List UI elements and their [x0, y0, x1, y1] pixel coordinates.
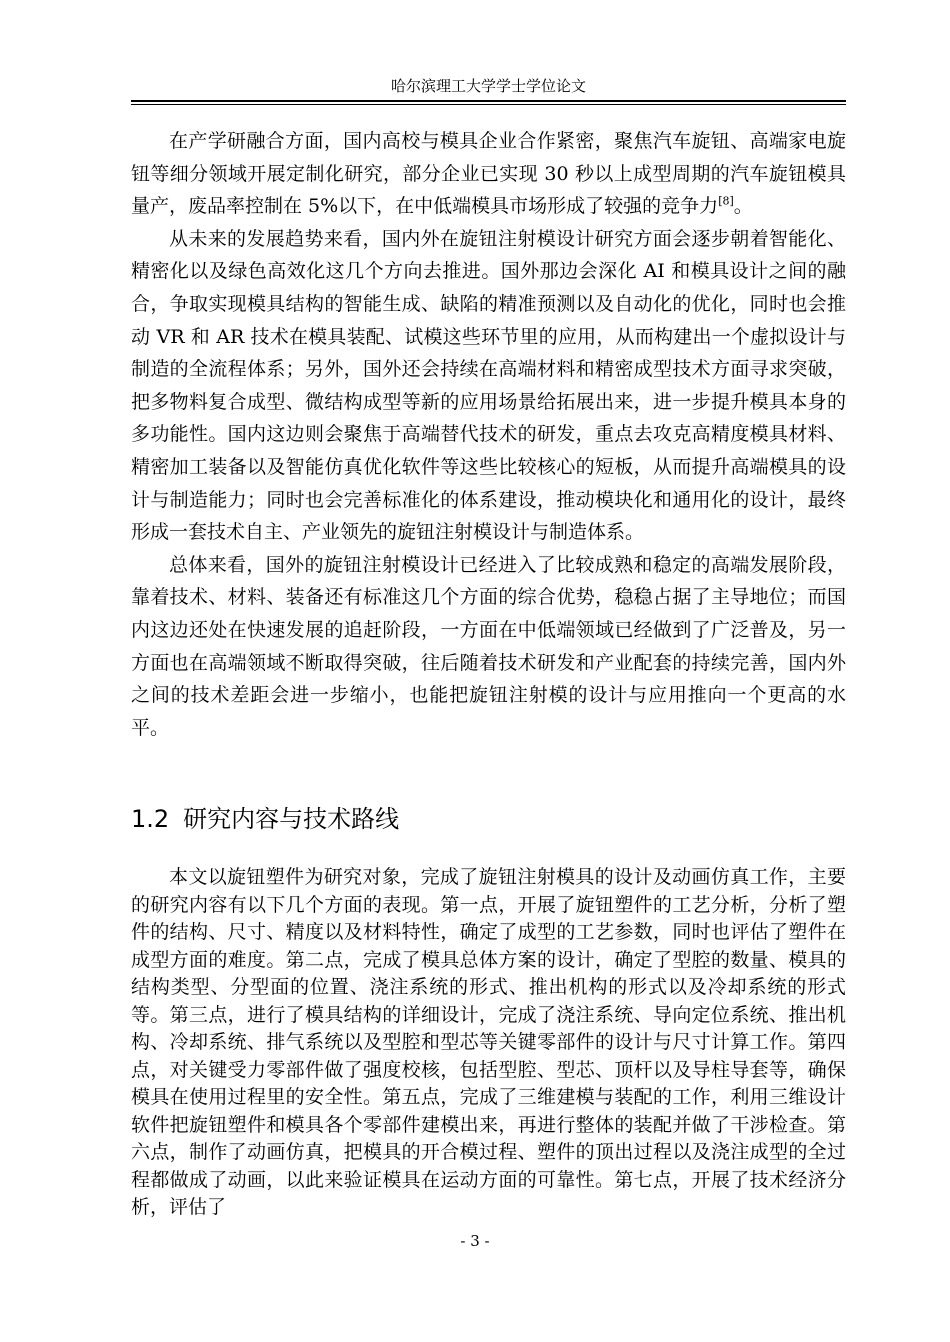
paragraph-text: 在产学研融合方面，国内高校与模具企业合作紧密，聚焦汽车旋钮、高端家电旋钮等细分领域开展定制化研究，部分企业已实现 30 秒以上成型周期的汽车旋钮模具量产，废品率控制在 5%以下，在中低端模具市场形成了较强的竞争力: [131, 130, 846, 218]
section-heading: [131, 802, 399, 836]
page-number: - 3 -: [460, 1232, 490, 1250]
citation-ref: [8]: [718, 194, 734, 208]
body-section-2: [131, 864, 846, 1222]
section-number: 1.2: [131, 805, 170, 833]
paragraph-industry-academia: [131, 125, 846, 223]
paragraph-end: 。: [733, 195, 753, 218]
header-rule-thick: [131, 100, 846, 102]
paragraph-summary: 总体来看，国外的旋钮注射模设计已经进入了比较成熟和稳定的高端发展阶段，靠着技术、材料、装备还有标准这几个方面的综合优势，稳稳占据了主导地位；而国内这边还处在快速发展的追赶阶段，一方面在中低端领域已经做到了广泛普及，另一方面也在高端领域不断取得突破，往后随着技术研发和产业配套的持续完善，国内外之间的技术差距会进一步缩小，也能把旋钮注射模的设计与应用推向一个更高的水平。: [131, 553, 846, 739]
paragraph-future-trends: 从未来的发展趋势来看，国内外在旋钮注射模设计研究方面会逐步朝着智能化、精密化以及绿色高效化这几个方向去推进。国外那边会深化 AI 和模具设计之间的融合，争取实现模具结构的智能生成、缺陷的精准预测以及自动化的优化，同时也会推动 VR 和 AR 技术在模具装配、试模这些环节里的应用，从而构建出一个虚拟设计与制造的全流程体系；另外，国外还会持续在高端材料和精密成型技术方面寻求突破，把多物料复合成型、微结构成型等新的应用场景给拓展出来，进一步提升模具本身的多功能性。国内这边则会聚焦于高端替代技术的研发，重点去攻克高精度模具材料、精密加工装备以及智能仿真优化软件等这些比较核心的短板，从而提升高端模具的设计与制造能力；同时也会完善标准化的体系建设，推动模块化和通用化的设计，最终形成一套技术自主、产业领先的旋钮注射模设计与制造体系。: [131, 227, 846, 544]
section-title: 研究内容与技术路线: [183, 805, 400, 833]
header-rule-thin: [131, 104, 846, 105]
body-section-1: [131, 125, 846, 744]
running-header: 哈尔滨理工大学学士学位论文: [390, 77, 586, 95]
paragraph-research-content: 本文以旋钮塑件为研究对象，完成了旋钮注射模具的设计及动画仿真工作，主要的研究内容有以下几个方面的表现。第一点，开展了旋钮塑件的工艺分析，分析了塑件的结构、尺寸、精度以及材料特性，确定了成型的工艺参数，同时也评估了塑件在成型方面的难度。第二点，完成了模具总体方案的设计，确定了型腔的数量、模具的结构类型、分型面的位置、浇注系统的形式、推出机构的形式以及冷却系统的形式等。第三点，进行了模具结构的详细设计，完成了浇注系统、导向定位系统、推出机构、冷却系统、排气系统以及型腔和型芯等关键零部件的设计与尺寸计算工作。第四点，对关键受力零部件做了强度校核，包括型腔、型芯、顶杆以及导柱导套等，确保模具在使用过程里的安全性。第五点，完成了三维建模与装配的工作，利用三维设计软件把旋钮塑件和模具各个零部件建模出来，再进行整体的装配并做了干涉检查。第六点，制作了动画仿真，把模具的开合模过程、塑件的顶出过程以及浇注成型的全过程都做成了动画，以此来验证模具在运动方面的可靠性。第七点，开展了技术经济分析，评估了: [131, 866, 846, 1218]
